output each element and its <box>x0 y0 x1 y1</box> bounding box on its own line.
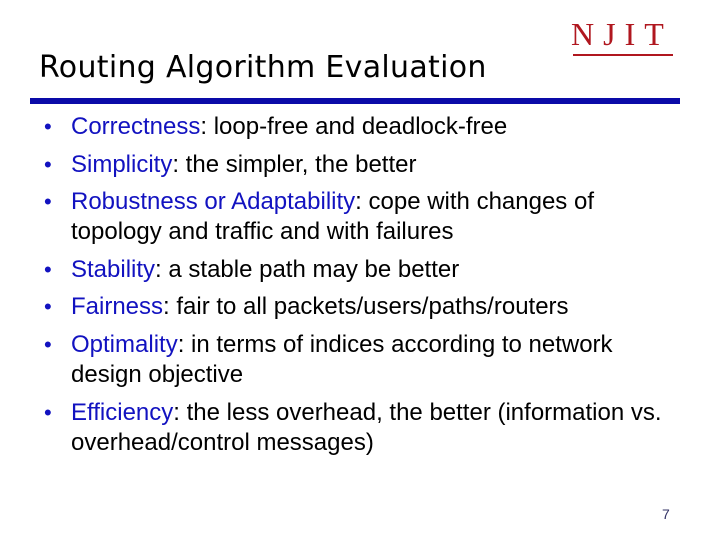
bullet-term: Efficiency <box>71 398 174 426</box>
page-number: 7 <box>662 506 670 522</box>
bullet-item-optimality <box>44 330 684 390</box>
bullet-text: : loop-free and deadlock-free <box>200 113 508 140</box>
bullet-term: Stability <box>71 255 156 283</box>
bullet-text: : a stable path may be better <box>155 255 460 283</box>
bullet-term: Simplicity <box>71 150 173 178</box>
bullet-item-fairness <box>44 292 684 322</box>
bullet-text: : the simpler, the better <box>172 150 417 178</box>
bullet-list <box>44 112 684 465</box>
bullet-dot: • <box>44 331 52 357</box>
slide-title: Routing Algorithm Evaluation <box>39 50 487 85</box>
njit-logo <box>571 14 681 60</box>
bullet-dot: • <box>44 151 52 177</box>
logo-underline <box>573 54 673 56</box>
bullet-dot: • <box>44 114 52 139</box>
bullet-item-robustness <box>44 187 684 247</box>
bullet-term: Fairness <box>71 293 164 321</box>
bullet-text: : fair to all packets/users/paths/routers <box>163 293 569 321</box>
title-divider <box>30 98 680 104</box>
bullet-text: : in terms of indices according to network design objective <box>71 330 613 388</box>
logo-text: NJIT <box>571 16 673 52</box>
bullet-item-efficiency <box>44 398 684 458</box>
bullet-item-simplicity <box>44 150 684 180</box>
bullet-dot: • <box>44 294 52 320</box>
bullet-dot: • <box>44 399 52 425</box>
bullet-term: Correctness <box>71 113 201 140</box>
bullet-text: : the less overhead, the better (information vs. overhead/control messages) <box>71 398 662 456</box>
bullet-dot: • <box>44 189 52 215</box>
bullet-text: : cope with changes of topology and traffic and with failures <box>71 188 594 246</box>
bullet-term: Optimality <box>71 330 178 358</box>
bullet-dot: • <box>44 256 52 282</box>
bullet-item-stability <box>44 255 684 285</box>
bullet-term: Robustness or Adaptability <box>71 188 356 216</box>
bullet-item-correctness <box>44 112 684 142</box>
